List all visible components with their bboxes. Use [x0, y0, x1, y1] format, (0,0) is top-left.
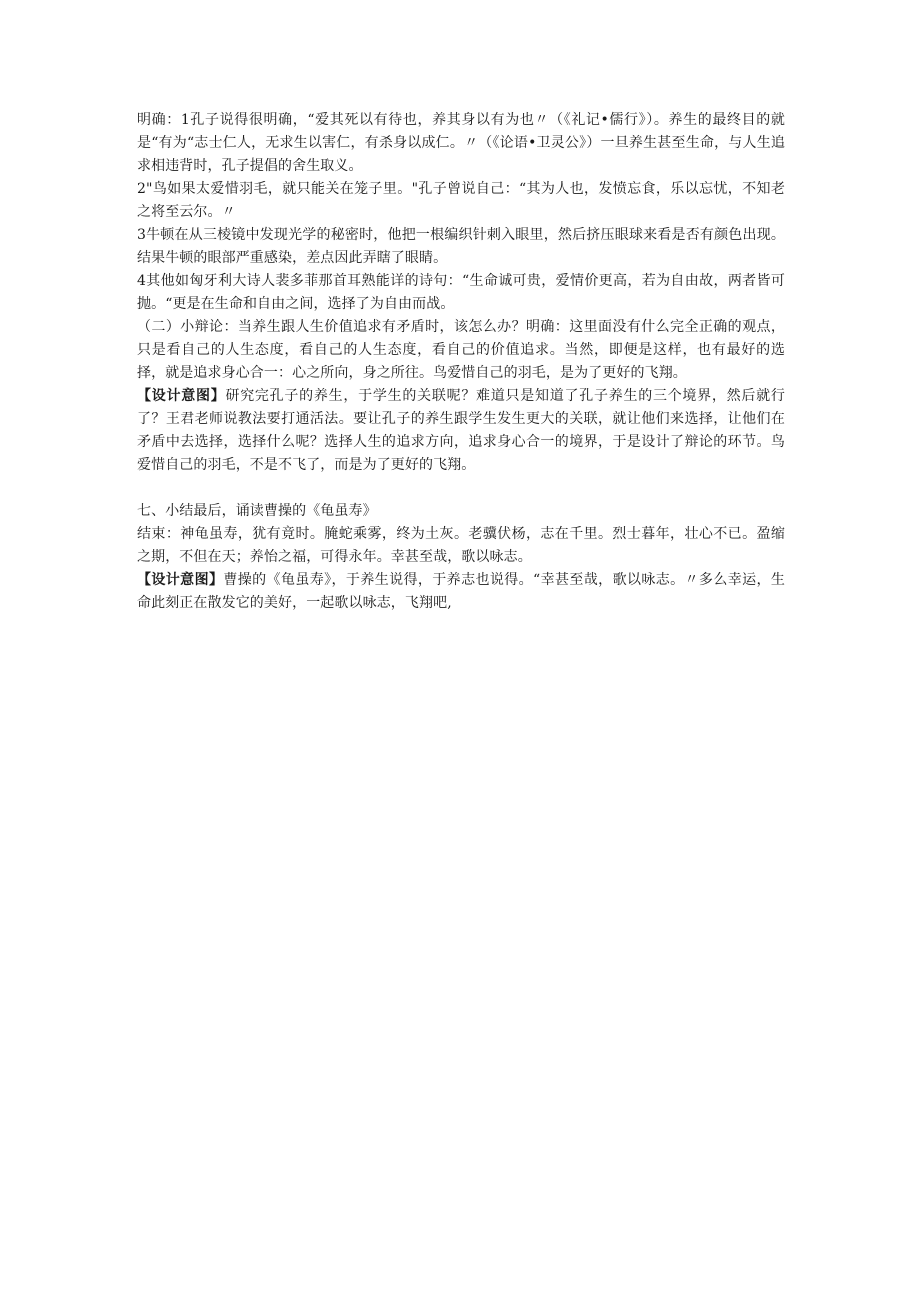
paragraph-point-4: 4其他如匈牙利大诗人裴多菲那首耳熟能详的诗句：“生命诚可贵，爱情价更高，若为自由故，两者皆可抛。“更是在生命和自由之间，选择了为自由而战。: [137, 273, 785, 312]
paragraph-debate: （二）小辩论：当养生跟人生价值追求有矛盾时，该怎么办？明确：这里面没有什么完全正确的观点，只是看自己的人生态度，看自己的人生态度，看自己的价值追求。当然，即便是这样，也有最好的选择，就是追求身心合一：心之所向，身之所往。鸟爱惜自己的羽毛，是为了更好的飞翔。: [137, 319, 785, 381]
design-intent-tag: 【设计意图】: [137, 572, 224, 588]
paragraph-point-3: 3牛顿在从三棱镜中发现光学的秘密时，他把一根编织针刺入眼里，然后挤压眼球来看是否有颜色出现。结果牛顿的眼部严重感染，差点因此弄瞎了眼睛。: [137, 227, 785, 266]
document-body: [137, 109, 785, 615]
paragraph-design-intent-2: [137, 569, 785, 615]
section-heading-summary: 七、小结最后，诵读曹操的《龟虽寿》: [137, 503, 377, 519]
paragraph-point-2: 2"鸟如果太爱惜羽毛，就只能关在笼子里。"孔子曾说自己：“其为人也，发愤忘食，乐以忘忧，不知老之将至云尔。〃: [137, 181, 785, 220]
design-intent-text: 曹操的《龟虽寿》，于养生说得，于养志也说得。“幸甚至哉，歌以咏志。〃多么幸运，生命此刻正在散发它的美好，一起歌以咏志，飞翔吧,: [137, 572, 785, 611]
paragraph-closing-poem: 结束：神龟虽寿，犹有竟时。腌蛇乘雾，终为土灰。老骥伏杨，志在千里。烈士暮年，壮心不已。盈缩之期，不但在天；养怡之福，可得永年。幸甚至哉，歌以咏志。: [137, 526, 785, 565]
design-intent-tag: 【设计意图】: [137, 388, 226, 404]
section-spacer: [137, 477, 785, 500]
paragraph-clarification: 明确：1孔子说得很明确，“爱其死以有待也，养其身以有为也〃（《礼记•儒行》）。养生的最终目的就是“有为“志士仁人，无求生以害仁，有杀身以成仁。〃（《论语•卫灵公》）一旦养生甚至生命，与人生追求相违背时，孔子提倡的舍生取义。: [137, 112, 785, 174]
paragraph-design-intent-1: [137, 385, 785, 477]
design-intent-text: 研究完孔子的养生，于学生的关联呢？难道只是知道了孔子养生的三个境界，然后就行了？王君老师说教法要打通活法。要让孔子的养生跟学生发生更大的关联，就让他们来选择，让他们在矛盾中去选择，选择什么呢？选择人生的追求方向，追求身心合一的境界，于是设计了辩论的环节。鸟爱惜自己的羽毛，不是不飞了，而是为了更好的飞翔。: [137, 388, 785, 473]
